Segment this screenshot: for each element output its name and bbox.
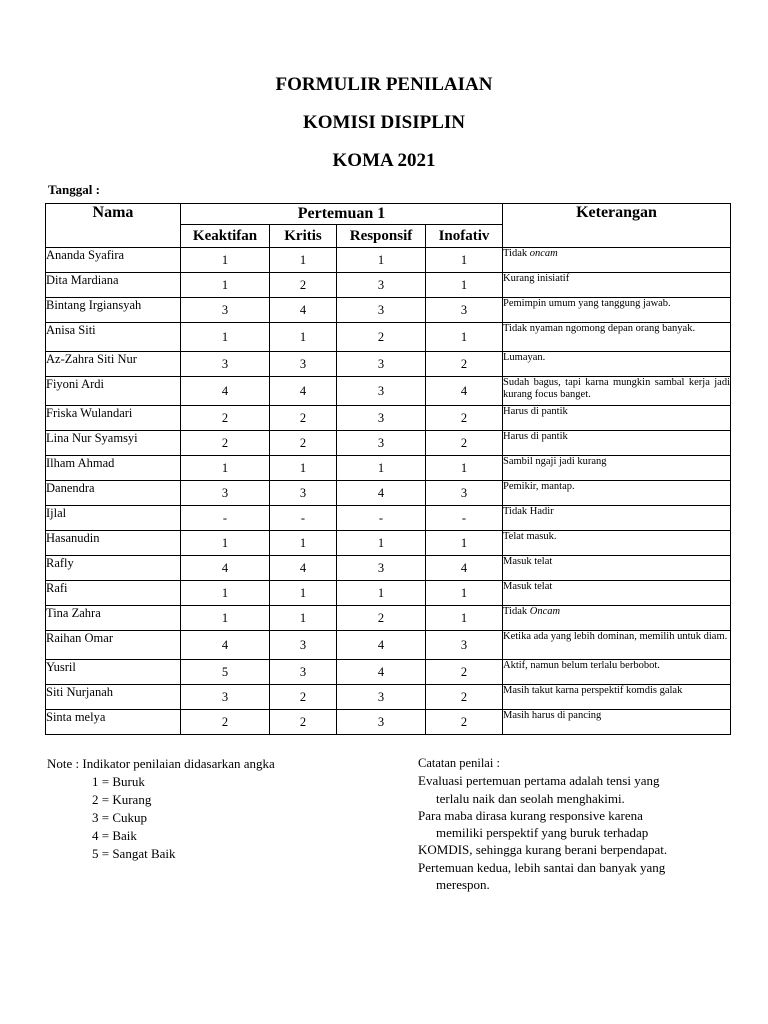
header-kritis: Kritis xyxy=(270,225,337,248)
title-line-2: KOMISI DISIPLIN xyxy=(302,112,466,133)
score-responsif: 1 xyxy=(337,248,426,273)
student-name: Lina Nur Syamsyi xyxy=(46,431,181,456)
tanggal-label: Tanggal : xyxy=(48,182,100,197)
score-inofativ: 3 xyxy=(426,298,503,323)
catatan-line: Pertemuan kedua, lebih santai dan banyak yang xyxy=(418,859,666,875)
table-row xyxy=(46,631,731,660)
scale-item: 1 = Buruk xyxy=(92,774,145,789)
catatan-line: KOMDIS, sehingga kurang berani berpendapat. xyxy=(418,842,668,858)
score-kritis: 2 xyxy=(270,406,337,431)
keterangan-cell xyxy=(503,456,731,481)
indicator-label: Note : Indikator penilaian didasarkan angka xyxy=(47,756,275,771)
score-inofativ: 4 xyxy=(426,377,503,406)
catatan-line: terlalu naik dan seolah menghakimi. xyxy=(436,790,625,806)
table-row xyxy=(46,456,731,481)
keterangan-cell xyxy=(503,406,731,431)
score-responsif: 3 xyxy=(337,377,426,406)
score-inofativ: 4 xyxy=(426,556,503,581)
score-kritis: 2 xyxy=(270,273,337,298)
table-row xyxy=(46,352,731,377)
keterangan-cell xyxy=(503,710,731,735)
keterangan-cell xyxy=(503,377,731,406)
catatan-label: Catatan penilai : xyxy=(418,756,500,770)
keterangan-cell xyxy=(503,298,731,323)
score-kritis: 1 xyxy=(270,606,337,631)
indicator-note xyxy=(47,755,275,863)
catatan-line: Evaluasi pertemuan pertama adalah tensi yang xyxy=(418,773,660,789)
keterangan-text: Tidak Hadir xyxy=(503,506,554,517)
keterangan-cell xyxy=(503,248,731,273)
score-responsif: 3 xyxy=(337,685,426,710)
keterangan-text: Masih harus di pancing xyxy=(503,710,602,721)
score-inofativ: 1 xyxy=(426,606,503,631)
score-kritis: 3 xyxy=(270,631,337,660)
keterangan-text: Tidak nyaman ngomong depan orang banyak. xyxy=(503,323,696,334)
keterangan-cell xyxy=(503,506,731,531)
keterangan-text: Tidak xyxy=(503,248,530,259)
score-responsif: 1 xyxy=(337,456,426,481)
score-keaktifan: 4 xyxy=(181,556,270,581)
student-name: Rafi xyxy=(46,581,181,606)
score-responsif: 3 xyxy=(337,352,426,377)
table-row xyxy=(46,431,731,456)
score-responsif: 1 xyxy=(337,581,426,606)
score-keaktifan: 4 xyxy=(181,377,270,406)
student-name: Friska Wulandari xyxy=(46,406,181,431)
student-name: Ananda Syafira xyxy=(46,248,181,273)
keterangan-text: Ketika ada yang lebih dominan, memilih untuk diam. xyxy=(503,631,728,642)
keterangan-text: Harus di pantik xyxy=(503,406,568,417)
table-row xyxy=(46,710,731,735)
table-row xyxy=(46,298,731,323)
keterangan-cell xyxy=(503,556,731,581)
keterangan-cell xyxy=(503,606,731,631)
score-keaktifan: 1 xyxy=(181,456,270,481)
header-nama: Nama xyxy=(46,204,181,248)
student-name: Dita Mardiana xyxy=(46,273,181,298)
student-name: Ijlal xyxy=(46,506,181,531)
score-kritis: 4 xyxy=(270,298,337,323)
score-inofativ: 1 xyxy=(426,531,503,556)
score-kritis: 4 xyxy=(270,556,337,581)
header-keaktifan: Keaktifan xyxy=(181,225,270,248)
student-name: Ilham Ahmad xyxy=(46,456,181,481)
keterangan-cell xyxy=(503,581,731,606)
keterangan-emphasis: oncam xyxy=(529,248,558,259)
score-keaktifan: 1 xyxy=(181,581,270,606)
keterangan-text: Aktif, namun belum terlalu berbobot. xyxy=(503,660,660,671)
score-inofativ: 1 xyxy=(426,581,503,606)
scale-item: 5 = Sangat Baik xyxy=(92,846,176,861)
score-keaktifan: 5 xyxy=(181,660,270,685)
table-row xyxy=(46,377,731,406)
score-kritis: 2 xyxy=(270,685,337,710)
student-name: Rafly xyxy=(46,556,181,581)
score-responsif: 3 xyxy=(337,298,426,323)
keterangan-cell xyxy=(503,323,731,352)
score-inofativ: 1 xyxy=(426,248,503,273)
score-keaktifan: 3 xyxy=(181,352,270,377)
score-keaktifan: 3 xyxy=(181,685,270,710)
table-row xyxy=(46,506,731,531)
table-row xyxy=(46,481,731,506)
keterangan-cell xyxy=(503,531,731,556)
table-row xyxy=(46,556,731,581)
score-keaktifan: 3 xyxy=(181,298,270,323)
score-responsif: 4 xyxy=(337,631,426,660)
score-kritis: 2 xyxy=(270,431,337,456)
table-row xyxy=(46,660,731,685)
score-keaktifan: 1 xyxy=(181,323,270,352)
keterangan-text: Masih takut karna perspektif komdis galak xyxy=(503,685,683,696)
keterangan-emphasis: Oncam xyxy=(529,606,561,617)
scale-item: 3 = Cukup xyxy=(92,810,148,825)
score-keaktifan: 1 xyxy=(181,531,270,556)
header-keterangan: Keterangan xyxy=(503,204,731,248)
table-row xyxy=(46,685,731,710)
table-body xyxy=(46,248,731,735)
student-name: Danendra xyxy=(46,481,181,506)
score-keaktifan: 3 xyxy=(181,481,270,506)
student-name: Tina Zahra xyxy=(46,606,181,631)
keterangan-cell xyxy=(503,685,731,710)
scale-item: 2 = Kurang xyxy=(92,792,152,807)
score-kritis: 2 xyxy=(270,710,337,735)
score-keaktifan: 2 xyxy=(181,710,270,735)
score-keaktifan: 4 xyxy=(181,631,270,660)
catatan-penilai xyxy=(418,755,728,893)
score-inofativ: 1 xyxy=(426,273,503,298)
assessment-table xyxy=(45,203,731,735)
score-keaktifan: 2 xyxy=(181,431,270,456)
score-kritis: 1 xyxy=(270,531,337,556)
title-line-1: FORMULIR PENILAIAN xyxy=(275,74,493,95)
score-responsif: 1 xyxy=(337,531,426,556)
keterangan-text: Pemikir, mantap. xyxy=(503,481,575,492)
keterangan-text: Masuk telat xyxy=(503,556,553,567)
table-row xyxy=(46,581,731,606)
keterangan-text: Sudah bagus, tapi karna mungkin sambal kerja jadi kurang focus banget. xyxy=(503,377,730,400)
keterangan-cell xyxy=(503,352,731,377)
score-kritis: 1 xyxy=(270,248,337,273)
score-keaktifan: 1 xyxy=(181,273,270,298)
keterangan-text: Telat masuk. xyxy=(503,531,557,542)
keterangan-text: Harus di pantik xyxy=(503,431,568,442)
keterangan-cell xyxy=(503,660,731,685)
keterangan-text: Masuk telat xyxy=(503,581,553,592)
student-name: Bintang Irgiansyah xyxy=(46,298,181,323)
catatan-line: memiliki perspektif yang buruk terhadap xyxy=(436,825,649,841)
student-name: Az-Zahra Siti Nur xyxy=(46,352,181,377)
score-inofativ: - xyxy=(426,506,503,531)
title-line-3: KOMA 2021 xyxy=(332,150,436,171)
table-row xyxy=(46,248,731,273)
keterangan-cell xyxy=(503,631,731,660)
score-responsif: 4 xyxy=(337,481,426,506)
score-inofativ: 1 xyxy=(426,323,503,352)
score-responsif: 3 xyxy=(337,406,426,431)
score-inofativ: 3 xyxy=(426,481,503,506)
student-name: Raihan Omar xyxy=(46,631,181,660)
keterangan-text: Tidak xyxy=(503,606,530,617)
catatan-line: Para maba dirasa kurang responsive karena xyxy=(418,807,643,823)
score-inofativ: 2 xyxy=(426,660,503,685)
score-kritis: 1 xyxy=(270,456,337,481)
table-row xyxy=(46,531,731,556)
score-inofativ: 2 xyxy=(426,352,503,377)
header-pertemuan: Pertemuan 1 xyxy=(181,204,503,225)
score-responsif: 4 xyxy=(337,660,426,685)
score-keaktifan: 1 xyxy=(181,248,270,273)
score-kritis: 3 xyxy=(270,660,337,685)
score-inofativ: 2 xyxy=(426,685,503,710)
student-name: Siti Nurjanah xyxy=(46,685,181,710)
keterangan-text: Pemimpin umum yang tanggung jawab. xyxy=(503,298,671,309)
score-inofativ: 3 xyxy=(426,631,503,660)
table-row xyxy=(46,606,731,631)
score-kritis: 4 xyxy=(270,377,337,406)
keterangan-cell xyxy=(503,273,731,298)
score-responsif: 3 xyxy=(337,273,426,298)
score-inofativ: 2 xyxy=(426,710,503,735)
table-row xyxy=(46,273,731,298)
table-row xyxy=(46,406,731,431)
score-kritis: 3 xyxy=(270,481,337,506)
score-responsif: 3 xyxy=(337,710,426,735)
score-keaktifan: 1 xyxy=(181,606,270,631)
student-name: Hasanudin xyxy=(46,531,181,556)
score-kritis: - xyxy=(270,506,337,531)
form-title xyxy=(0,70,768,184)
score-kritis: 1 xyxy=(270,581,337,606)
catatan-line: merespon. xyxy=(436,877,490,893)
header-responsif: Responsif xyxy=(337,225,426,248)
student-name: Yusril xyxy=(46,660,181,685)
keterangan-text: Lumayan. xyxy=(503,352,546,363)
keterangan-cell xyxy=(503,481,731,506)
student-name: Anisa Siti xyxy=(46,323,181,352)
score-keaktifan: 2 xyxy=(181,406,270,431)
score-inofativ: 1 xyxy=(426,456,503,481)
score-responsif: 3 xyxy=(337,556,426,581)
score-responsif: - xyxy=(337,506,426,531)
keterangan-text: Sambil ngaji jadi kurang xyxy=(503,456,607,467)
score-kritis: 3 xyxy=(270,352,337,377)
scale-item: 4 = Baik xyxy=(92,828,137,843)
header-inofativ: Inofativ xyxy=(426,225,503,248)
keterangan-text: Kurang inisiatif xyxy=(503,273,570,284)
score-responsif: 2 xyxy=(337,323,426,352)
score-inofativ: 2 xyxy=(426,406,503,431)
score-inofativ: 2 xyxy=(426,431,503,456)
score-responsif: 2 xyxy=(337,606,426,631)
score-kritis: 1 xyxy=(270,323,337,352)
keterangan-cell xyxy=(503,431,731,456)
student-name: Fiyoni Ardi xyxy=(46,377,181,406)
score-responsif: 3 xyxy=(337,431,426,456)
table-row xyxy=(46,323,731,352)
student-name: Sinta melya xyxy=(46,710,181,735)
score-keaktifan: - xyxy=(181,506,270,531)
